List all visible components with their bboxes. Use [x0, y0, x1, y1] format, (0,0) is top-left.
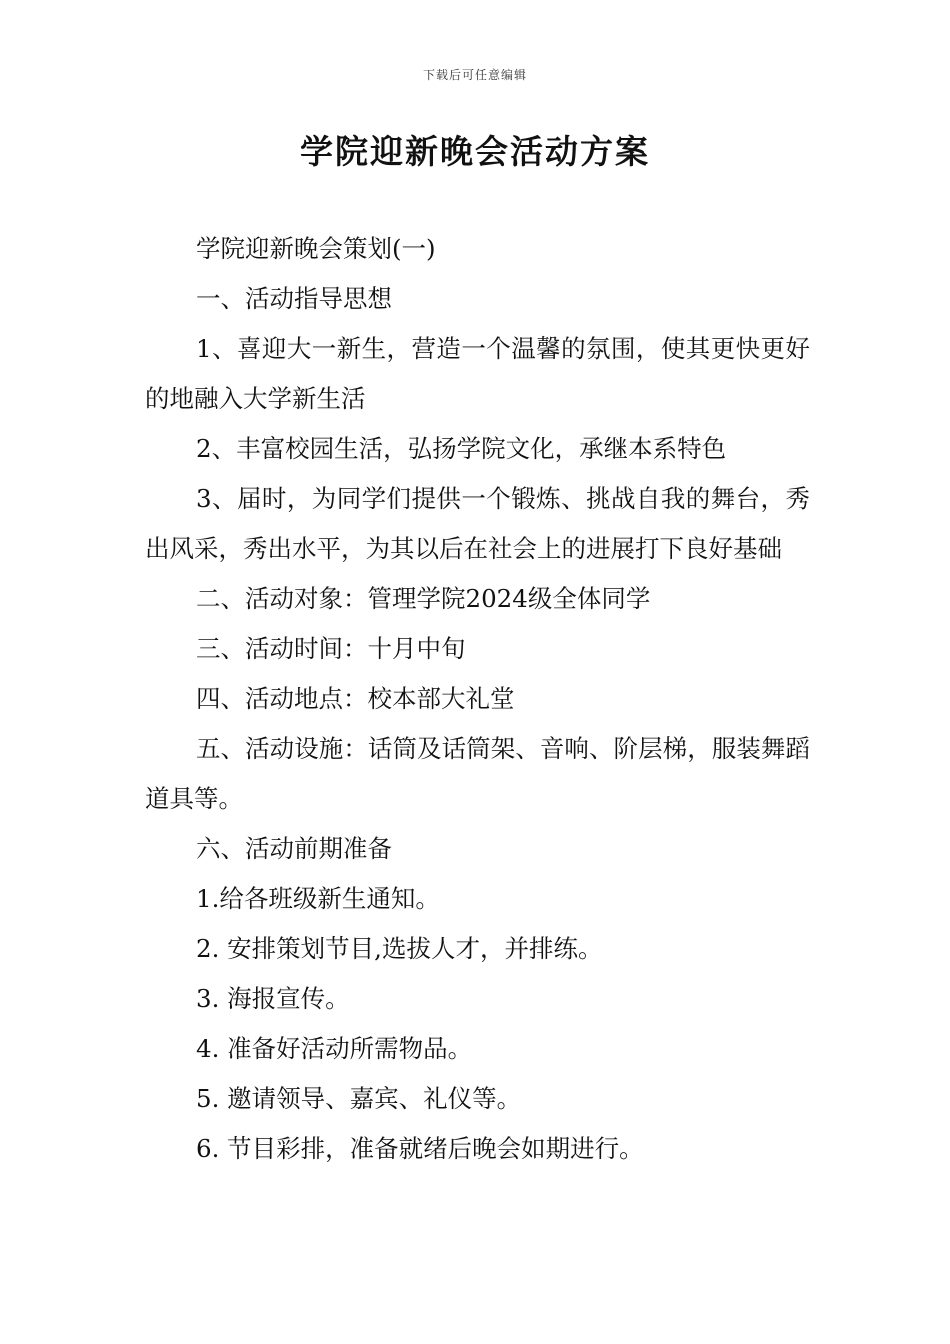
preparation-item-2: 2. 安排策划节目,选拔人才，并排练。: [196, 934, 603, 963]
document-title: 学院迎新晚会活动方案: [300, 132, 650, 171]
preparation-item-6: 6. 节目彩排，准备就绪后晚会如期进行。: [196, 1134, 644, 1163]
section-heading-preparation: 六、活动前期准备: [196, 834, 392, 863]
header-note: 下载后可任意编辑: [422, 68, 527, 82]
preparation-item-1: 1.给各班级新生通知。: [196, 884, 440, 913]
section-heading-plan-one: 学院迎新晚会策划(一): [196, 234, 436, 263]
activity-location: 四、活动地点：校本部大礼堂: [196, 684, 515, 713]
section-heading-guiding-ideology: 一、活动指导思想: [196, 284, 392, 313]
ideology-item-2: 2、丰富校园生活，弘扬学院文化，承继本系特色: [196, 434, 727, 463]
preparation-item-5: 5. 邀请领导、嘉宾、礼仪等。: [196, 1084, 522, 1113]
document-body: [145, 224, 810, 1174]
ideology-item-1: 1、喜迎大一新生，营造一个温馨的氛围，使其更快更好的地融入大学新生活: [145, 334, 810, 413]
ideology-item-3: 3、届时，为同学们提供一个锻炼、挑战自我的舞台，秀出风采，秀出水平，为其以后在社会上的进展打下良好基础: [145, 484, 810, 563]
preparation-item-4: 4. 准备好活动所需物品。: [196, 1034, 473, 1063]
activity-facilities: 五、活动设施：话筒及话筒架、音响、阶层梯，服装舞蹈道具等。: [145, 734, 810, 813]
activity-target: 二、活动对象：管理学院2024级全体同学: [196, 584, 651, 613]
preparation-item-3: 3. 海报宣传。: [196, 984, 350, 1013]
activity-time: 三、活动时间：十月中旬: [196, 634, 466, 663]
